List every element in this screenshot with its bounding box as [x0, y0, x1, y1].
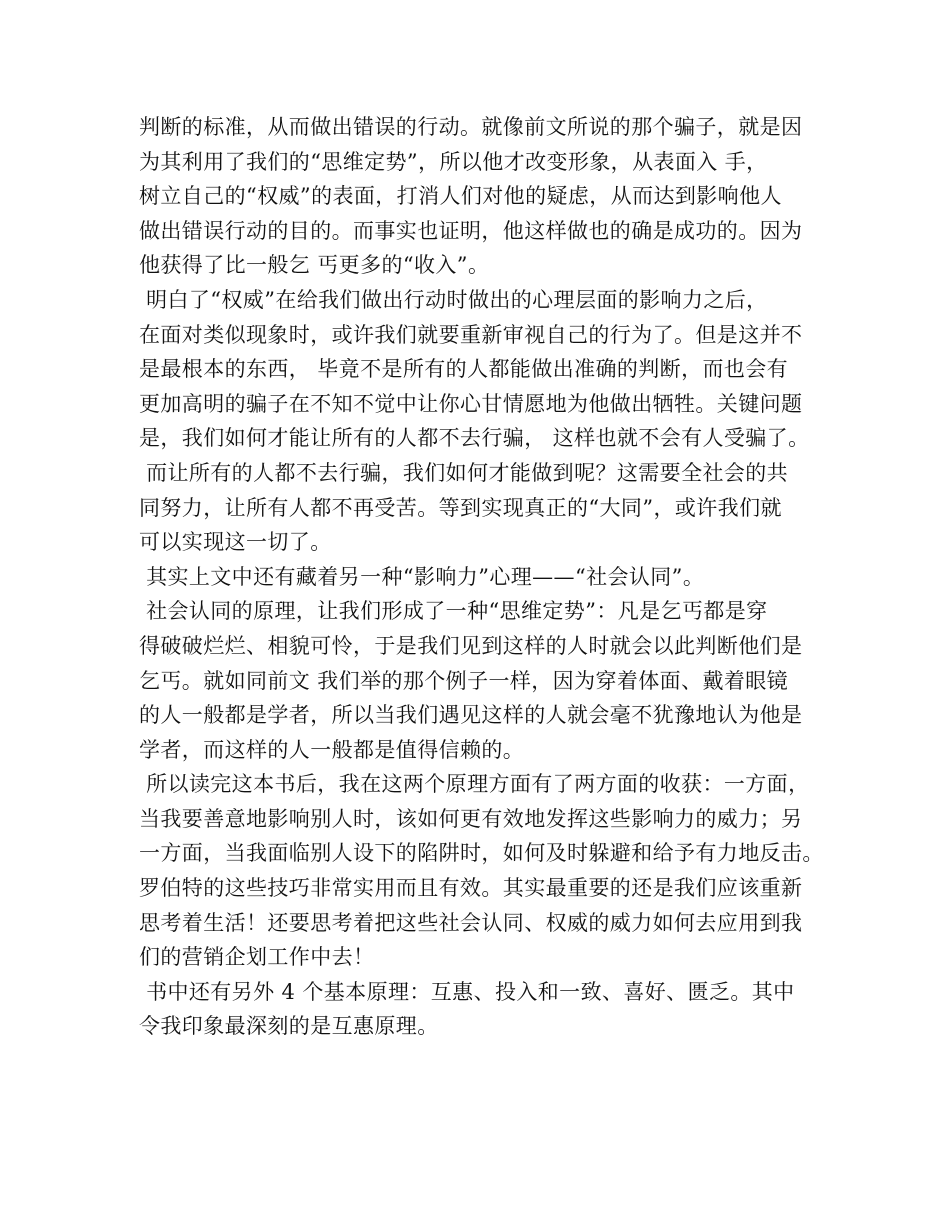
- text-line: 为其利用了我们的“思维定势”，所以他才改变形象，从表面入 手，: [139, 149, 768, 174]
- text-line: 的人一般都是学者，所以当我们遇见这样的人就会毫不犹豫地认为他是: [139, 703, 803, 728]
- text-line: 是最根本的东西， 毕竟不是所有的人都能做出准确的判断，而也会有: [139, 357, 789, 382]
- text-line: 而让所有的人都不去行骗，我们如何才能做到呢？这需要全社会的共: [139, 460, 789, 485]
- text-line: 是，我们如何才能让所有的人都不去行骗， 这样也就不会有人受骗了。: [139, 426, 810, 451]
- text-line: 思考着生活！还要思考着把这些社会认同、权威的威力如何去应用到我: [139, 910, 803, 935]
- text-line: 一方面，当我面临别人设下的陷阱时，如何及时躲避和给予有力地反击。: [139, 841, 824, 866]
- text-line: 学者，而这样的人一般都是值得信赖的。: [139, 737, 525, 762]
- text-line: 同努力，让所有人都不再受苦。等到实现真正的“大同”，或许我们就: [139, 495, 782, 520]
- text-line: 社会认同的原理，让我们形成了一种“思维定势”：凡是乞丐都是穿: [139, 599, 768, 624]
- text-line: 其实上文中还有藏着另一种“影响力”心理——“社会认同”。: [139, 564, 705, 589]
- text-line: 可以实现这一切了。: [139, 530, 332, 555]
- text-line: 们的营销企划工作中去！: [139, 945, 375, 970]
- text-line: 当我要善意地影响别人时，该如何更有效地发挥这些影响力的威力；另: [139, 806, 803, 831]
- text-line: 得破破烂烂、相貌可怜，于是我们见到这样的人时就会以此判断他们是: [139, 633, 803, 658]
- text-line: 在面对类似现象时，或许我们就要重新审视自己的行为了。但是这并不: [139, 322, 803, 347]
- text-line: 乞丐。就如同前文 我们举的那个例子一样，因为穿着体面、戴着眼镜: [139, 668, 789, 693]
- text-line: 做出错误行动的目的。而事实也证明，他这样做也的确是成功的。因为: [139, 218, 803, 243]
- text-line: 所以读完这本书后，我在这两个原理方面有了两方面的收获：一方面，: [139, 772, 810, 797]
- text-line: 判断的标准，从而做出错误的行动。就像前文所说的那个骗子，就是因: [139, 115, 803, 139]
- text-line: 更加高明的骗子在不知不觉中让你心甘情愿地为他做出牺牲。关键问题: [139, 391, 803, 416]
- text-line: 书中还有另外 4 个基本原理：互惠、投入和一致、喜好、匮乏。其中: [139, 979, 795, 1004]
- text-line: 树立自己的“权威”的表面，打消人们对他的疑虑，从而达到影响他人: [139, 184, 782, 209]
- document-body: [139, 110, 839, 1044]
- text-line: 罗伯特的这些技巧非常实用而且有效。其实最重要的还是我们应该重新: [139, 876, 803, 901]
- text-line: 他获得了比一般乞 丐更多的“收入”。: [139, 253, 490, 278]
- text-line: 令我印象最深刻的是互惠原理。: [139, 1014, 439, 1039]
- text-line: 明白了“权威”在给我们做出行动时做出的心理层面的影响力之后，: [139, 287, 768, 312]
